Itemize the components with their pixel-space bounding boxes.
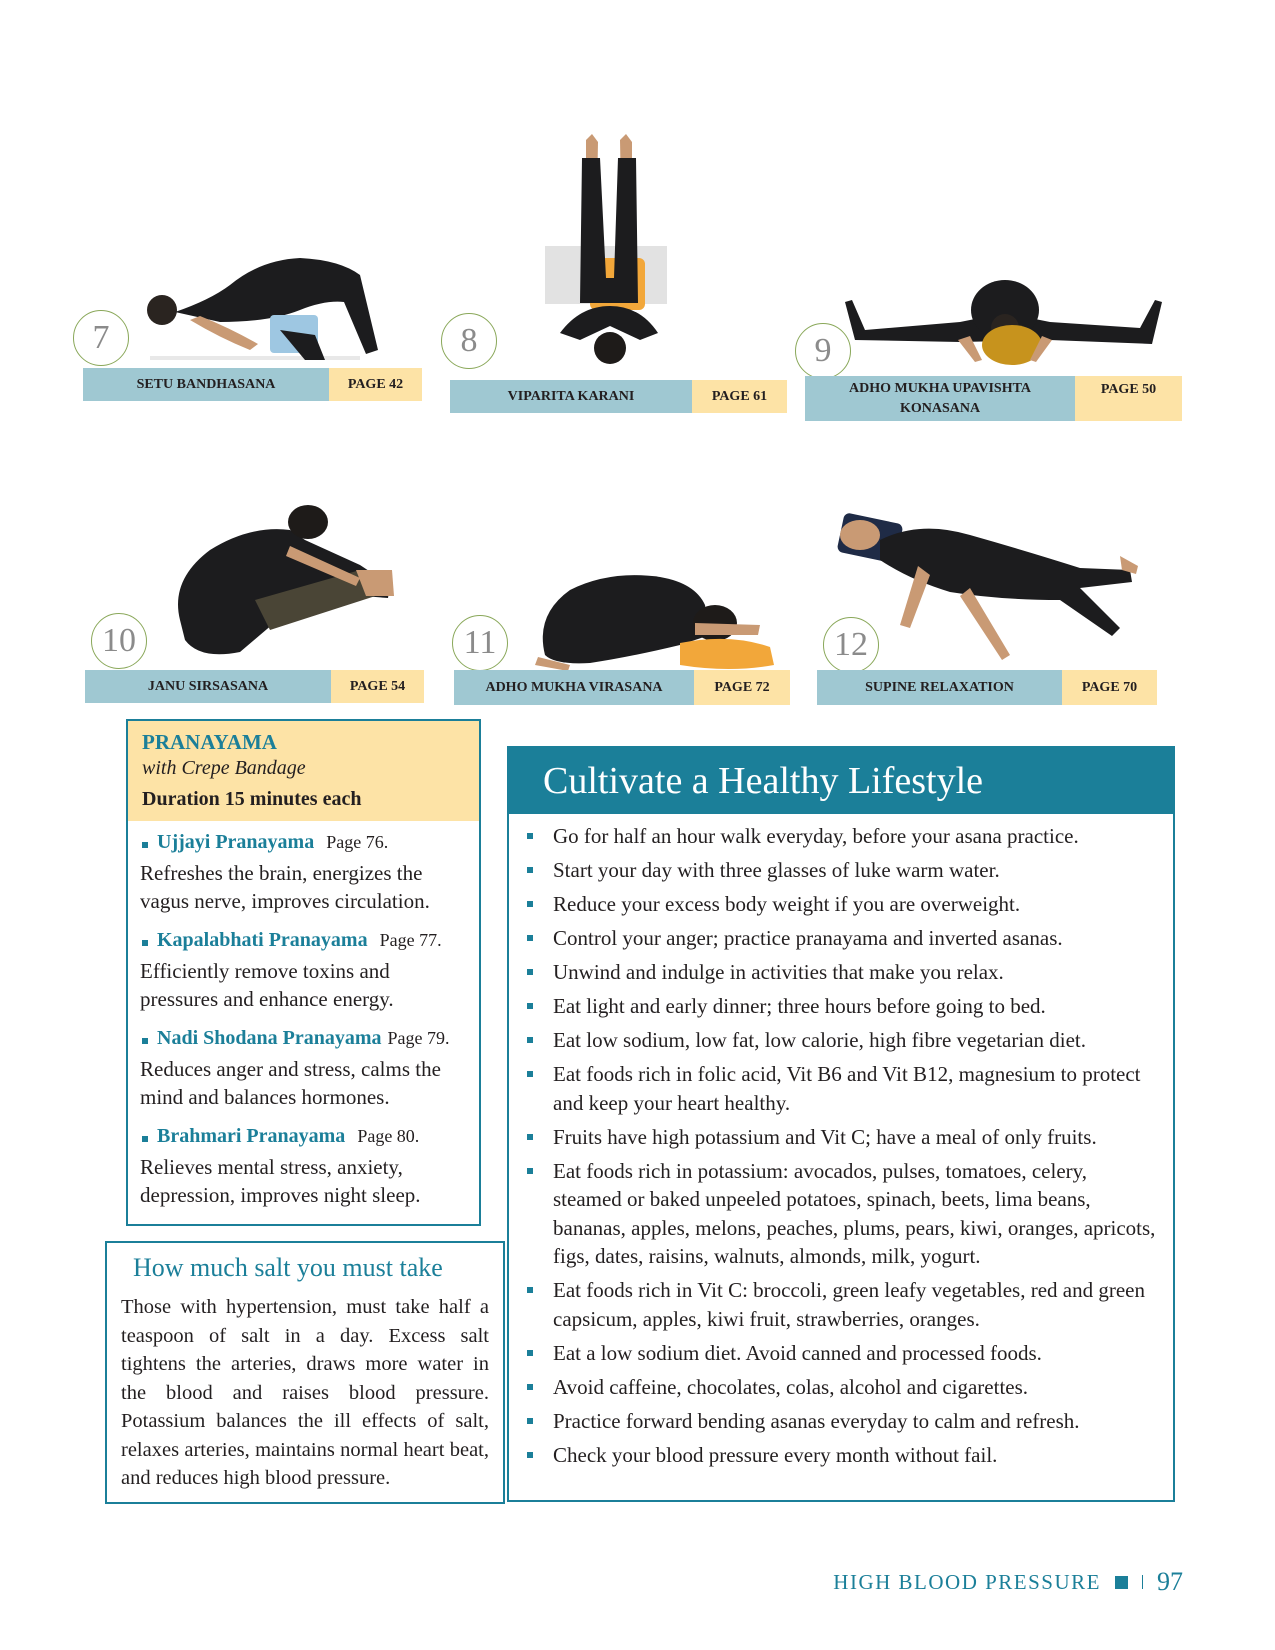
list-item [523,958,1159,987]
pranayama-page: Page 76. [326,832,389,852]
pranayama-page: Page 79. [387,1028,450,1048]
list-item [523,1373,1159,1402]
divider [1142,1575,1143,1589]
pose-page: PAGE 50 [1075,376,1182,421]
bullet-icon [142,1136,148,1142]
list-item [523,924,1159,953]
list-item-text: Unwind and indulge in activities that make you relax. [553,960,1004,984]
bullet-icon [527,969,533,975]
list-item [523,1339,1159,1368]
bullet-icon [527,1168,533,1174]
pranayama-desc: Refreshes the brain, energizes the vagus nerve, improves circulation. [140,861,430,913]
pose-name: ADHO MUKHA UPAVISHTA KONASANA [805,376,1075,421]
salt-body: Those with hypertension, must take half a teaspoon of salt in a day. Excess salt tightens the arteries, draws more water in the blood and raises blood pressure. Potassium balances the ill effects of salt, relaxes arteries, maintains normal heart beat, and reduces high blood pressure. [121,1296,489,1489]
footer-section-title: HIGH BLOOD PRESSURE [833,1569,1101,1594]
bullet-icon [142,1038,148,1044]
bullet-icon [527,1134,533,1140]
pose-page: PAGE 54 [331,670,424,703]
pranayama-page: Page 80. [357,1126,420,1146]
pose-page: PAGE 42 [329,368,422,401]
list-item-text: Practice forward bending asanas everyday to calm and refresh. [553,1408,1080,1433]
lifestyle-title: Cultivate a Healthy Lifestyle [509,748,1173,814]
list-item-text: Control your anger; practice pranayama and inverted asanas. [553,926,1063,950]
list-item [523,1157,1159,1271]
bullet-icon [527,1003,533,1009]
pranayama-subtitle: with Crepe Bandage [142,757,306,779]
pose-name: SUPINE RELAXATION [817,670,1062,705]
lifestyle-list [509,814,1173,1469]
list-item-text: Eat foods rich in Vit C: broccoli, green leafy vegetables, red and green capsicum, apples, kiwi fruit, strawberries, oranges. [553,1278,1145,1331]
lifestyle-box [507,746,1175,1502]
pose-number-badge: 12 [823,617,879,673]
pose-name: SETU BANDHASANA [83,368,329,401]
pose-label [85,670,424,703]
pose-photo [160,500,400,660]
pose-label [454,670,790,705]
bullet-icon [527,1071,533,1077]
pose-page: PAGE 70 [1062,670,1157,705]
pranayama-desc: Relieves mental stress, anxiety, depression, improves night sleep. [140,1155,421,1207]
pose-label [450,380,787,413]
pose-number-badge: 9 [795,323,851,379]
pranayama-name: Nadi Shodana Pranayama [157,1027,382,1049]
list-item-text: Eat a low sodium diet. Avoid canned and processed foods. [553,1340,1042,1365]
bullet-icon [527,901,533,907]
list-item [523,1441,1159,1470]
list-item [523,1060,1159,1117]
bullet-icon [527,867,533,873]
bullet-icon [142,940,148,946]
pose-name: JANU SIRSASANA [85,670,331,703]
bullet-icon [527,1418,533,1424]
pose-number-badge: 10 [91,613,147,669]
square-icon [1115,1576,1128,1589]
list-item [523,1276,1159,1333]
pranayama-box [126,719,481,1226]
list-item [523,890,1159,919]
list-item-text: Eat light and early dinner; three hours before going to bed. [553,994,1046,1018]
list-item-text: Eat foods rich in potassium: avocados, pulses, tomatoes, celery, steamed or baked unpeeled potatoes, spinach, beets, lima beans, bananas, apples, melons, peaches, plums, pears, kiwi, oranges, apricots, figs, dates, raisins, walnuts, almonds, milk, yogurt. [553,1158,1156,1268]
pose-label [83,368,422,401]
list-item-text: Eat foods rich in folic acid, Vit B6 and Vit B12, magnesium to protect and keep your heart healthy. [553,1062,1141,1115]
pranayama-header [128,721,479,821]
pranayama-desc: Efficiently remove toxins and pressures and enhance energy. [140,959,394,1011]
pranayama-desc: Reduces anger and stress, calms the mind and balances hormones. [140,1057,441,1109]
list-item-text: Start your day with three glasses of luke warm water. [553,858,1000,882]
list-item [523,1123,1159,1152]
list-item [523,1026,1159,1055]
pose-number-badge: 8 [441,313,497,369]
pranayama-page: Page 77. [379,930,442,950]
pranayama-name: Kapalabhati Pranayama [157,929,368,951]
bullet-icon [527,1384,533,1390]
pose-name: ADHO MUKHA VIRASANA [454,670,694,705]
pose-label [805,376,1182,421]
bullet-icon [527,1350,533,1356]
pranayama-name: Ujjayi Pranayama [157,831,315,853]
page-footer [833,1567,1183,1597]
salt-title: How much salt you must take [133,1253,443,1282]
list-item-text: Check your blood pressure every month without fail. [553,1442,998,1467]
page-number: 97 [1157,1567,1183,1596]
bullet-icon [527,1037,533,1043]
pranayama-item [140,923,467,1013]
list-item [523,1407,1159,1436]
pranayama-item [140,825,467,915]
bullet-icon [527,833,533,839]
pose-label [817,670,1157,705]
list-item-text: Reduce your excess body weight if you are overweight. [553,892,1021,916]
bullet-icon [527,935,533,941]
list-item [523,822,1159,851]
list-item-text: Avoid caffeine, chocolates, colas, alcohol and cigarettes. [553,1374,1029,1399]
list-item-text: Eat low sodium, low fat, low calorie, high fibre vegetarian diet. [553,1028,1087,1052]
pose-photo [540,128,680,373]
list-item [523,856,1159,885]
pose-photo [530,565,780,675]
pose-photo [840,270,1170,370]
list-item-text: Go for half an hour walk everyday, before your asana practice. [553,824,1079,848]
bullet-icon [527,1452,533,1458]
pose-page: PAGE 61 [692,380,787,413]
pose-number-badge: 11 [452,615,508,671]
pranayama-title: PRANAYAMA [142,730,277,754]
pranayama-item [140,1119,467,1209]
pranayama-duration: Duration 15 minutes each [142,788,362,810]
pose-name: VIPARITA KARANI [450,380,692,413]
salt-box [105,1241,505,1504]
list-item-text: Fruits have high potassium and Vit C; have a meal of only fruits. [553,1124,1097,1149]
bullet-icon [527,1287,533,1293]
bullet-icon [142,842,148,848]
pose-photo [130,240,400,370]
pranayama-name: Brahmari Pranayama [157,1125,346,1147]
list-item [523,992,1159,1021]
pranayama-item [140,1021,467,1111]
pranayama-list [128,821,479,1209]
pose-page: PAGE 72 [694,670,790,705]
pose-number-badge: 7 [73,310,129,366]
